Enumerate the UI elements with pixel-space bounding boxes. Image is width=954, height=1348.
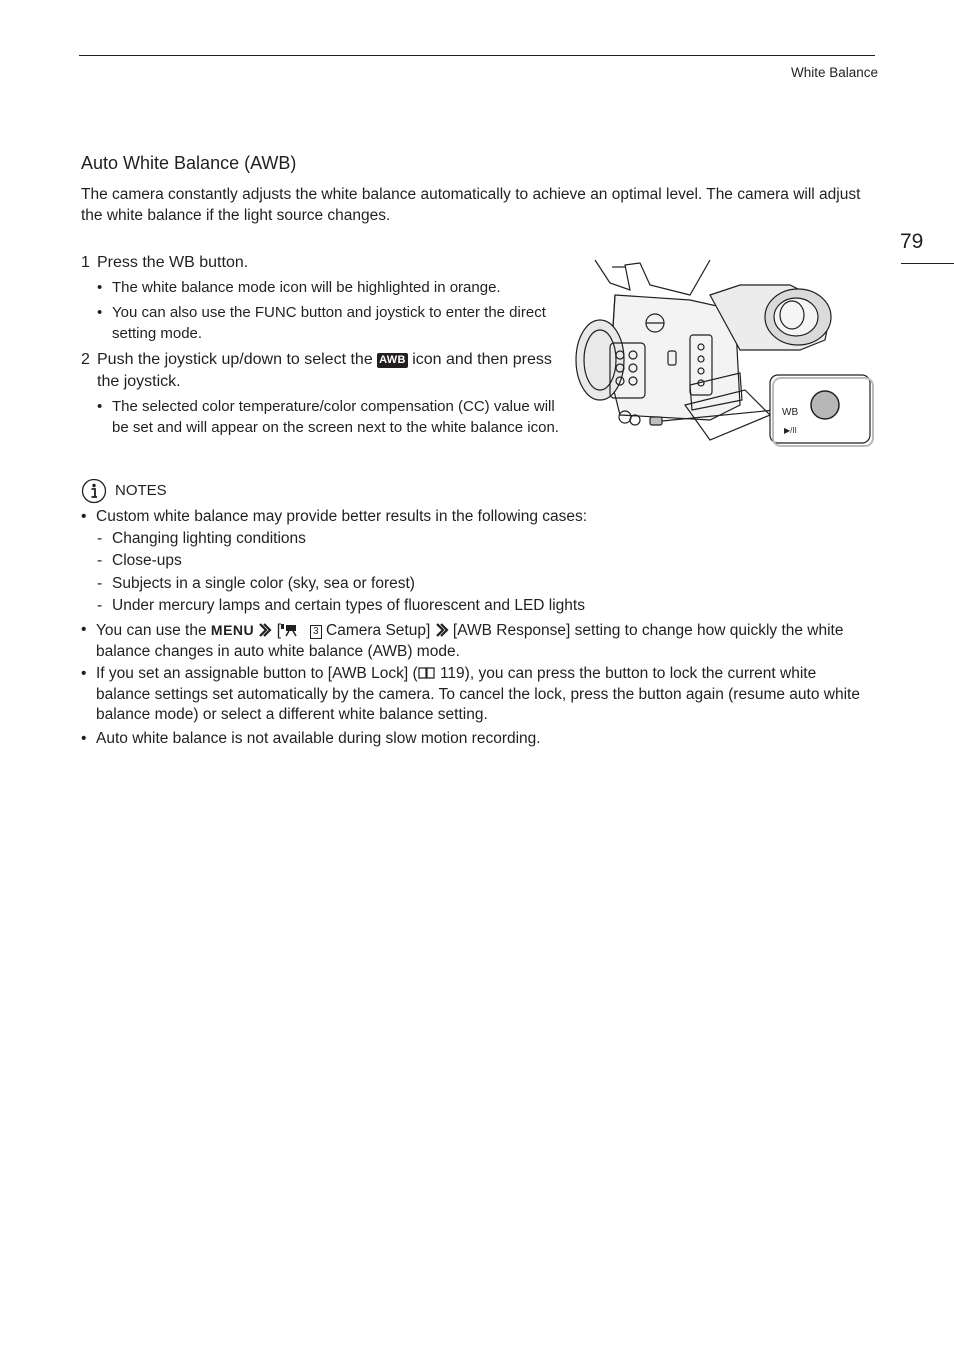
note-text: Custom white balance may provide better results in the following cases: [96,508,588,525]
bullet-dot: • [81,665,87,682]
dash-marker: - [97,575,103,592]
menu-word: MENU [210,622,255,638]
step-text [81,349,566,393]
page-number: 79 [900,230,924,253]
bullet-dot: • [81,621,87,638]
play-pause-label: ▶/II [784,426,797,435]
wb-label: WB [782,407,799,418]
bullet-dot: • [97,279,103,296]
step-text-before: Push the joystick up/down to select the [97,351,373,368]
chevron-right-icon [435,623,449,637]
note-sub-item [97,529,867,550]
note-text-part: You can use the [96,622,207,639]
note-text-part: 119), you can press the button to lock the current white balance settings set automatically by the camera. To cancel the lock, press the button again (resume auto white balance mode) or select a different white balance setting. [96,665,860,723]
note-text-part: [AWB Response] setting to change how quickly the white balance changes in auto white balance (AWB) mode. [96,622,844,660]
camera-wb-button-illustration [570,255,875,450]
note-text-part: Camera Setup] [326,622,431,639]
dash-marker: - [97,530,103,547]
step-2 [81,349,566,393]
info-icon [81,478,107,504]
note-text [81,620,871,662]
step-text: Press the WB button. [97,254,249,271]
page-number-rule [901,263,954,264]
bullet-text: You can also use the FUNC button and joystick to enter the direct setting mode. [112,304,546,342]
chevron-right-icon [258,623,272,637]
running-header: White Balance [790,65,878,80]
note-text [81,664,871,726]
note-sub-text: Subjects in a single color (sky, sea or forest) [112,575,415,592]
note-item [81,664,871,726]
intro-paragraph: The camera constantly adjusts the white balance automatically to achieve an optimal level. The camera will adjust the white balance if the light source changes. [81,186,861,224]
bullet-dot: • [97,304,103,321]
bullet-dot: • [97,398,103,415]
step-bullet [97,397,562,438]
step-text-after: icon and then press the joystick. [97,351,552,390]
dash-marker: - [97,597,103,614]
step-bullet [97,278,557,299]
note-item [81,620,871,662]
section-heading: Auto White Balance (AWB) [81,153,297,173]
book-reference-icon [418,666,436,680]
note-sub-text: Under mercury lamps and certain types of fluorescent and LED lights [112,597,585,614]
dash-marker: - [97,552,103,569]
note-sub-text: Changing lighting conditions [112,530,306,547]
note-sub-item [97,596,867,617]
submenu-number: 3 [310,625,322,639]
bullet-dot: • [81,508,87,525]
step-number: 2 [81,351,90,368]
note-sub-text: Close-ups [112,552,182,569]
camera-setup-icon [281,623,301,637]
notes-label: NOTES [115,482,167,499]
bullet-dot: • [81,730,87,747]
note-text: Auto white balance is not available during slow motion recording. [96,730,541,747]
note-sub-item [97,551,867,572]
bracket-open: [ [276,622,282,639]
note-item [81,507,871,528]
note-item [81,729,871,750]
step-1 [81,252,561,274]
bullet-text: The white balance mode icon will be highlighted in orange. [112,279,501,296]
note-sub-item [97,574,867,595]
step-number: 1 [81,254,90,271]
header-rule [79,55,875,56]
step-bullet [97,303,557,344]
awb-icon: AWB [379,354,406,366]
note-text-part: If you set an assignable button to [AWB Lock] ( [96,665,418,682]
bullet-text: The selected color temperature/color compensation (CC) value will be set and will appear on the screen next to the white balance icon. [112,398,559,436]
